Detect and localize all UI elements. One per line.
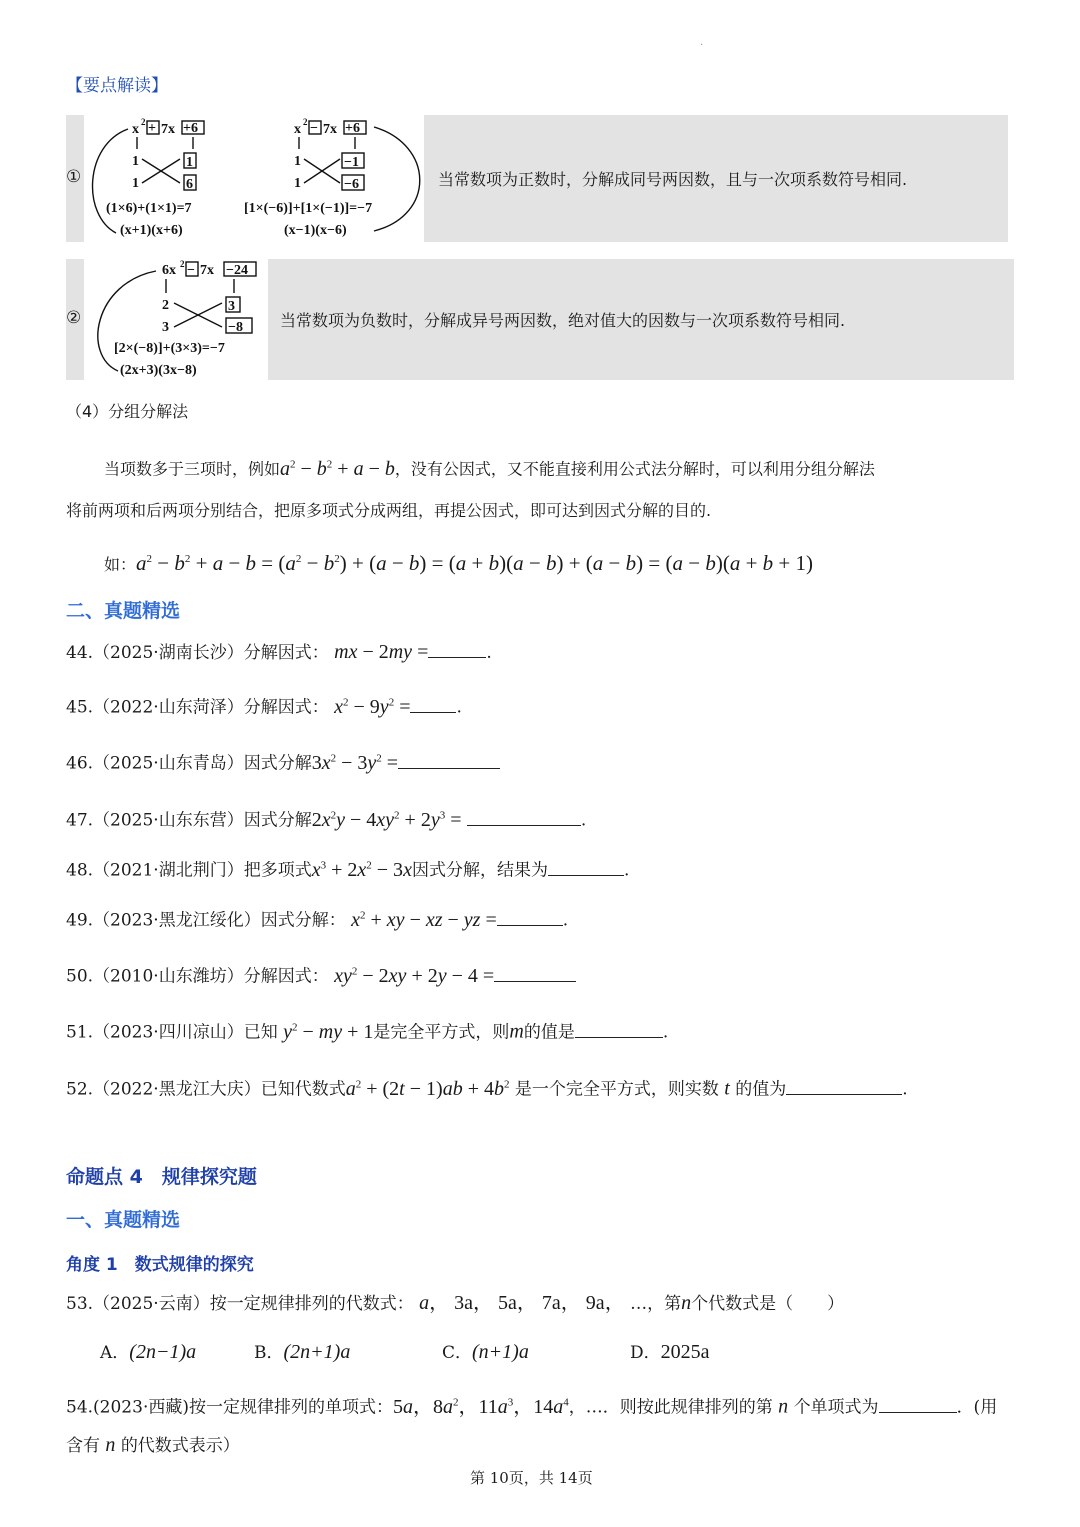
problem-46-source: （2025·山东青岛） xyxy=(93,753,244,774)
problem-52-expr: $a^2 + (2t - 1)ab + 4b^2$ xyxy=(345,1077,510,1100)
problem-44-expr: mx − 2my = xyxy=(334,641,429,663)
d3-a1: 2 xyxy=(162,298,169,313)
svg-text:2: 2 xyxy=(180,259,185,269)
problem-54-line2-a: 含有 xyxy=(66,1436,100,1456)
problem-53-option-c[interactable] xyxy=(442,1340,529,1365)
d2-a1: 1 xyxy=(294,154,301,169)
problem-44: 44.（2025·湖南长沙）分解因式： mx − 2my = . xyxy=(66,641,492,663)
row1-number: ① xyxy=(66,167,82,187)
row1-text: 当常数项为正数时，分解成同号两因数，且与一次项系数符号相同. xyxy=(438,170,908,189)
cross-diagram-svg-2 xyxy=(84,259,268,380)
problem-54-number: 54. xyxy=(66,1397,94,1418)
d3-top: 6x xyxy=(162,263,176,278)
problem-47: 47.（2025·山东东营）因式分解$2x^2y - 4xy^2 + 2y^3$ = . xyxy=(66,808,587,831)
problem-50-text: 分解因式： xyxy=(243,966,329,987)
grouping-para1-a: 当项数多于三项时，例如 xyxy=(104,459,281,479)
cross-diagram-svg-1 xyxy=(84,115,424,242)
problem-53-option-d[interactable] xyxy=(630,1340,710,1365)
grouping-para1-b: ，没有公因式，又不能直接利用公式法分解时，可以利用分组分解法 xyxy=(394,459,875,479)
d1-top-x: x xyxy=(132,122,139,137)
d3-d1: −8 xyxy=(228,320,243,335)
problem-45-expr: $x^2 - 9y^2$ = xyxy=(334,695,411,718)
problem-53-option-a[interactable] xyxy=(100,1340,196,1365)
topic-4-title: 命题点 4 规律探究题 xyxy=(66,1166,257,1188)
problem-51-source: （2023·四川凉山） xyxy=(93,1022,244,1043)
d1-top-coef: 7x xyxy=(161,122,175,137)
d3-top-sign: − xyxy=(187,263,195,278)
page-footer: 第 10页，共 14页 xyxy=(470,1469,593,1487)
problem-54-tail2: 个单项式为 xyxy=(793,1397,879,1418)
problem-51-text3: 的值是 xyxy=(523,1022,575,1043)
problem-49-source: （2023·黑龙江绥化） xyxy=(93,910,261,931)
problem-52-var-t: t xyxy=(724,1077,730,1100)
d3-result: (2x+3)(3x−8) xyxy=(120,363,197,378)
problem-47-expr: $2x^2y - 4xy^2 + 2y^3$ = xyxy=(311,808,462,831)
problem-52-text2: 是一个完全平方式，则实数 xyxy=(514,1079,719,1100)
problem-54-tail: ，…．则按此规律排列的第 xyxy=(568,1397,773,1418)
problem-46-answer-blank[interactable] xyxy=(398,752,500,769)
problem-47-text: 因式分解 xyxy=(243,810,312,831)
problem-51-text: 已知 xyxy=(243,1022,278,1043)
problem-48-number: 48. xyxy=(66,860,94,881)
d2-top-x: x xyxy=(294,122,301,137)
d3-top-coef: 7x xyxy=(200,263,214,278)
problem-52-source: （2022·黑龙江大庆） xyxy=(93,1079,261,1100)
d2-result: (x−1)(x−6) xyxy=(284,223,347,238)
angle-1-heading: 角度 1 数式规律的探究 xyxy=(66,1255,254,1275)
problem-54-line2-var-n: n xyxy=(105,1434,116,1456)
option-c-label: C． xyxy=(442,1343,473,1363)
svg-text:2: 2 xyxy=(303,117,308,127)
d1-top-const: +6 xyxy=(183,121,198,136)
d1-b1: 1 xyxy=(132,176,139,191)
problem-53-var-n: n xyxy=(681,1292,692,1314)
problem-53-number: 53. xyxy=(66,1294,94,1314)
problem-44-answer-blank[interactable] xyxy=(428,641,486,658)
problem-46-number: 46. xyxy=(66,753,94,774)
problem-48: 48.（2021·湖北荆门）把多项式$x^3 + 2x^2 - 3x$因式分解，结果为 . xyxy=(66,858,630,881)
problem-44-text: 分解因式： xyxy=(243,643,329,663)
problem-53-option-b[interactable] xyxy=(254,1340,350,1365)
d2-top-coef: 7x xyxy=(323,122,337,137)
problem-48-answer-blank[interactable] xyxy=(548,859,624,876)
problem-54-text: 按一定规律排列的单项式： xyxy=(188,1397,393,1418)
grouping-example xyxy=(104,547,813,577)
problem-50-expr: $xy^2 - 2xy + 2y - 4$ = xyxy=(334,964,495,987)
problem-51-text2: 是完全平方式，则 xyxy=(373,1022,510,1043)
d1-c1: 1 xyxy=(186,155,193,170)
grouping-paragraph-1 xyxy=(104,452,875,482)
problem-53-text: 按一定规律排列的代数式： xyxy=(209,1294,414,1314)
problem-52-text3: 的值为 xyxy=(735,1079,787,1100)
problem-45-answer-blank[interactable] xyxy=(410,696,456,713)
problem-46-expr: $3x^2 - 3y^2$ = xyxy=(311,751,399,774)
problem-54-line-2 xyxy=(66,1433,240,1458)
problem-49-expr: $x^2$ + xy − xz − yz = xyxy=(351,908,497,931)
problem-44-source: （2025·湖南长沙） xyxy=(93,643,244,663)
key-points-label: 【要点解读】 xyxy=(66,76,168,96)
d3-top-const: −24 xyxy=(226,263,248,278)
d2-sum: [1×(−6)]+[1×(−1)]=−7 xyxy=(244,201,373,216)
option-a-label: A． xyxy=(100,1343,130,1363)
grouping-title: （4）分组分解法 xyxy=(66,402,189,421)
d1-d1: 6 xyxy=(186,177,193,192)
grouping-example-expr: $a^2 - b^2 + a - b$ xyxy=(280,457,395,480)
problem-51: 51.（2023·四川凉山）已知 $y^2$ − my + 1是完全平方式，则m的值是 . xyxy=(66,1020,669,1043)
d3-sum: [2×(−8)]+(3×3)=−7 xyxy=(114,341,225,356)
problem-53 xyxy=(66,1291,844,1316)
topic-4-subheading: 一、真题精选 xyxy=(66,1209,181,1231)
example-label: 如： xyxy=(104,555,137,574)
d1-top-sign: + xyxy=(148,121,156,136)
problem-46-text: 因式分解 xyxy=(243,753,312,774)
option-b-label: B． xyxy=(254,1343,284,1363)
problem-49-answer-blank[interactable] xyxy=(497,909,563,926)
d2-top-sign: − xyxy=(310,121,318,136)
d2-c1: −1 xyxy=(344,155,359,170)
problem-48-source: （2021·湖北荆门） xyxy=(93,860,244,881)
problem-44-number: 44. xyxy=(66,643,94,663)
problem-49: 49.（2023·黑龙江绥化）因式分解： $x^2$ + xy − xz − yz = . xyxy=(66,908,569,931)
problem-45-source: （2022·山东菏泽） xyxy=(93,697,244,718)
problem-46 xyxy=(66,746,500,776)
problem-54-line2-b: 的代数式表示） xyxy=(120,1436,240,1456)
problem-54-var-n: n xyxy=(778,1395,789,1418)
problem-54-source: (2023·西藏) xyxy=(93,1397,189,1418)
header-dot: · xyxy=(700,40,704,51)
key-point-row-1 xyxy=(66,115,1008,242)
problem-50-number: 50. xyxy=(66,966,94,987)
option-b-value: (2n+1)a xyxy=(283,1341,351,1363)
d2-b1: 1 xyxy=(294,176,301,191)
problem-45-text: 分解因式： xyxy=(243,697,329,718)
d3-b1: 3 xyxy=(162,320,169,335)
problem-45-number: 45. xyxy=(66,697,94,718)
row2-number: ② xyxy=(66,308,82,328)
option-c-value: (n+1)a xyxy=(472,1341,529,1363)
problem-45: 45.（2022·山东菏泽）分解因式： $x^2 - 9y^2$ = . xyxy=(66,695,462,718)
problem-48-text: 把多项式 xyxy=(243,860,312,881)
d2-d1: −6 xyxy=(344,177,359,192)
d1-result: (x+1)(x+6) xyxy=(120,223,183,238)
option-d-label: D． xyxy=(630,1343,661,1363)
option-a-value: (2n−1)a xyxy=(129,1341,197,1363)
svg-text:2: 2 xyxy=(141,117,146,127)
problem-54 xyxy=(66,1390,997,1420)
d1-a1: 1 xyxy=(132,154,139,169)
d3-c1: 3 xyxy=(228,299,235,314)
problem-51-answer-blank[interactable] xyxy=(575,1021,663,1038)
problem-50-source: （2010·山东潍坊） xyxy=(93,966,244,987)
problem-52-number: 52. xyxy=(66,1079,94,1100)
problem-53-sequence: a， 3a， 5a， 7a， 9a， xyxy=(419,1292,625,1314)
grouping-paragraph-2: 将前两项和后两项分别结合，把原多项式分成两组，再提公因式，即可达到因式分解的目的. xyxy=(66,501,712,520)
d1-sum: (1×6)+(1×1)=7 xyxy=(106,201,192,216)
problem-51-number: 51. xyxy=(66,1022,94,1043)
problem-50 xyxy=(66,959,576,989)
problem-54-answer-blank[interactable] xyxy=(879,1396,957,1413)
problem-49-text: 因式分解： xyxy=(260,910,346,931)
problem-54-sequence: 5a，$8a^2$，$11a^3$，$14a^4$ xyxy=(392,1395,569,1418)
problem-51-var-m: m xyxy=(509,1020,524,1043)
d2-top-const: +6 xyxy=(345,121,360,136)
section-heading-past-exams: 二、真题精选 xyxy=(66,600,181,622)
problem-54-tail3: ．(用 xyxy=(956,1397,998,1418)
problem-48-expr: $x^3 + 2x^2 - 3x$ xyxy=(311,858,412,881)
problem-47-answer-blank[interactable] xyxy=(467,809,581,826)
row2-text: 当常数项为负数时，分解成异号两因数，绝对值大的因数与一次项系数符号相同. xyxy=(280,311,846,330)
cross-multiplication-diagram-1 xyxy=(84,115,424,242)
problem-53-tail: …，第 xyxy=(630,1294,682,1314)
problem-52: 52.（2022·黑龙江大庆）已知代数式$a^2 + (2t - 1)ab + 4b^2$ 是一个完全平方式，则实数 t 的值为 . xyxy=(66,1077,908,1100)
example-expression: $a^2 - b^2 + a - b = (a^2 - b^2) + (a - b) = (a + b)(a - b) + (a - b) = (a - b)(a + b + 1)$ xyxy=(136,551,814,575)
problem-50-answer-blank[interactable] xyxy=(494,965,576,982)
problem-52-text: 已知代数式 xyxy=(260,1079,346,1100)
problem-49-number: 49. xyxy=(66,910,94,931)
problem-53-tail2: 个代数式是（ ） xyxy=(691,1294,845,1314)
problem-51-expr: $y^2$ − my + 1 xyxy=(283,1020,374,1043)
problem-53-source: （2025·云南） xyxy=(93,1294,210,1314)
key-point-row-2 xyxy=(66,259,1014,380)
problem-47-source: （2025·山东东营） xyxy=(93,810,244,831)
option-d-value: 2025a xyxy=(660,1341,710,1363)
problem-47-number: 47. xyxy=(66,810,94,831)
cross-multiplication-diagram-2 xyxy=(84,259,268,380)
problem-52-answer-blank[interactable] xyxy=(786,1078,902,1095)
problem-48-text2: 因式分解，结果为 xyxy=(411,860,548,881)
